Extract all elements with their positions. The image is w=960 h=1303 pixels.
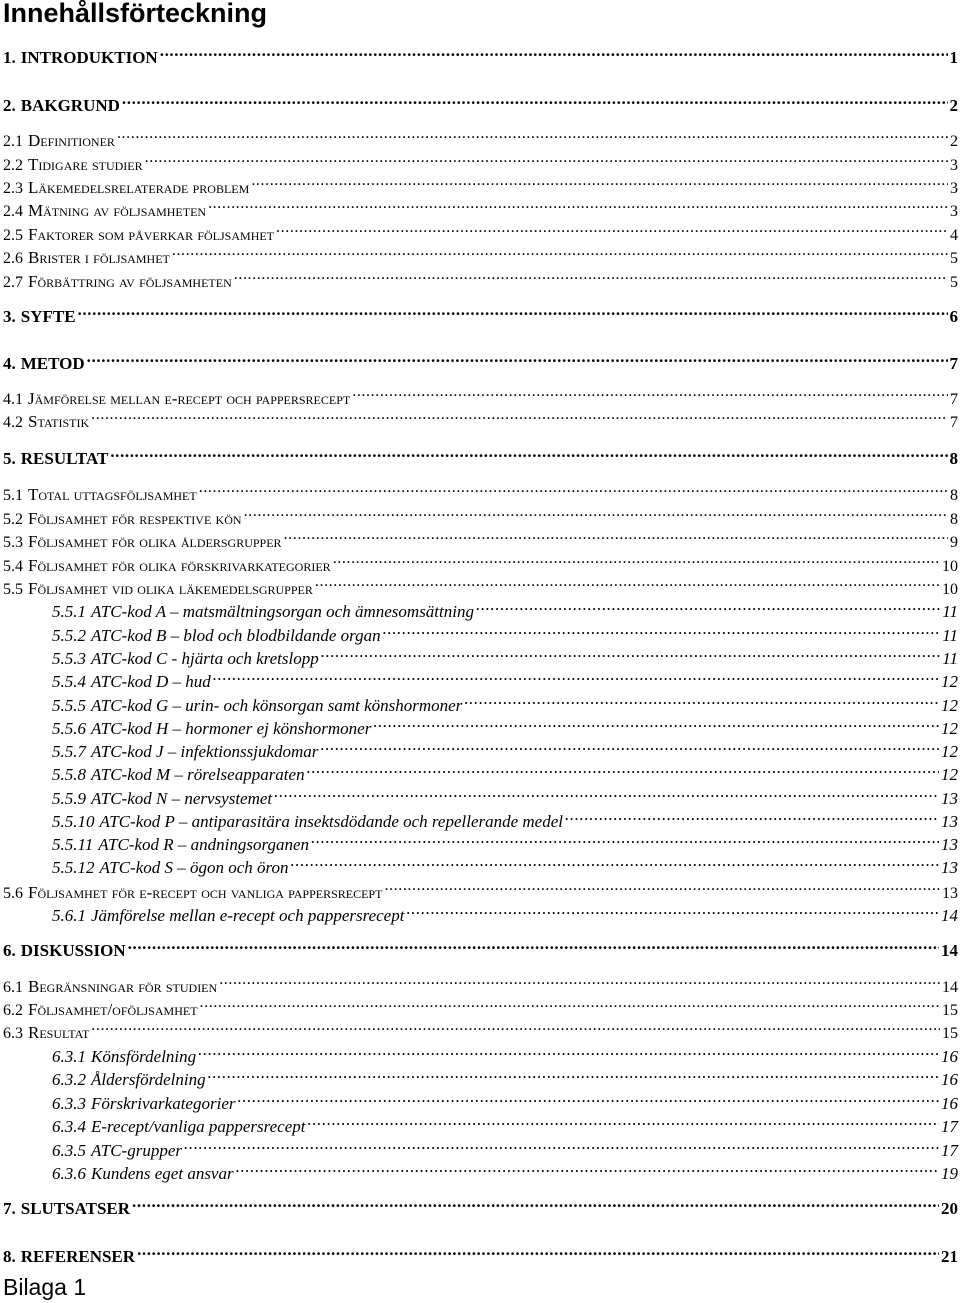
toc-entry[interactable] <box>3 382 958 408</box>
toc-entry-page: 16 <box>941 1047 958 1066</box>
toc-entry-page: 11 <box>942 602 958 621</box>
dot-leader <box>132 1192 939 1214</box>
toc-entry-title: REFERENSER <box>20 1247 136 1266</box>
toc-entry-number: 1. <box>3 48 16 67</box>
toc-entry-number: 2.4 <box>3 203 23 220</box>
toc-entry-page: 12 <box>941 672 958 691</box>
toc-entry-title: Brister i följsamhet <box>28 248 170 267</box>
toc-entry-page: 12 <box>941 696 958 715</box>
dot-leader <box>208 194 948 216</box>
toc-entry-title: Definitioner <box>28 131 115 150</box>
toc-entry-page: 19 <box>941 1164 958 1183</box>
toc-entry-page: 12 <box>941 765 958 784</box>
toc-entry-title: Jämförelse mellan e-recept och pappersrecept <box>91 906 405 925</box>
dot-leader <box>208 1063 939 1085</box>
toc-entry-number: 2.2 <box>3 157 23 174</box>
toc-entry[interactable] <box>3 265 958 291</box>
toc-entry-title: ATC-kod H – hormoner ej könshormoner <box>91 719 372 738</box>
dot-leader <box>91 405 948 427</box>
toc-entry-title: Mätning av följsamheten <box>28 201 207 220</box>
dot-leader <box>251 171 948 193</box>
toc-entry[interactable] <box>3 549 958 575</box>
toc-entry-page: 1 <box>949 48 958 67</box>
toc-entry-number: 5.5.1 <box>52 602 86 621</box>
toc-entry[interactable] <box>52 1063 958 1089</box>
toc-entry-number: 5.1 <box>3 487 23 504</box>
toc-entry[interactable] <box>3 347 958 373</box>
toc-entry-page: 16 <box>941 1094 958 1113</box>
dot-leader <box>373 712 939 734</box>
toc-entry-title: ATC-kod P – antiparasitära insektsdödande och repellerande medel <box>99 812 563 831</box>
toc-entry-page: 14 <box>942 979 958 996</box>
toc-entry[interactable] <box>3 405 958 431</box>
toc-entry-number: 6.3.1 <box>52 1047 86 1066</box>
dot-leader <box>284 525 948 547</box>
toc-entry-page: 12 <box>941 719 958 738</box>
toc-entry-title: INTRODUKTION <box>20 48 158 67</box>
toc-entry-number: 2.6 <box>3 250 23 267</box>
toc-entry-page: 12 <box>941 742 958 761</box>
toc-entry[interactable] <box>3 934 958 960</box>
toc-entry[interactable] <box>3 300 958 326</box>
toc-entry[interactable] <box>52 1157 958 1183</box>
toc-entry-number: 4.1 <box>3 391 23 408</box>
toc-entry-number: 5.6.1 <box>52 906 86 925</box>
toc-entry-title: SYFTE <box>20 307 76 326</box>
toc-entry[interactable] <box>52 1110 958 1136</box>
toc-entry-title: Jämförelse mellan e-recept och pappersrecept <box>28 389 351 408</box>
toc-entry-number: 7. <box>3 1199 16 1218</box>
toc-entry-number: 5.3 <box>3 534 23 551</box>
toc-entry-title: Faktorer som påverkar följsamhet <box>28 225 275 244</box>
toc-entry-page: 17 <box>941 1117 958 1136</box>
toc-entry-page: 13 <box>942 885 958 902</box>
toc-entry[interactable] <box>3 171 958 197</box>
toc-entry-title: ATC-grupper <box>91 1141 182 1160</box>
toc-entry-page: 10 <box>942 581 958 598</box>
toc-entry-page: 7 <box>950 414 958 431</box>
toc-entry-number: 4. <box>3 354 16 373</box>
toc-entry-title: Tidigare studier <box>28 155 143 174</box>
toc-entry-title: Följsamhet för olika förskrivarkategorier <box>28 556 331 575</box>
toc-entry-page: 2 <box>950 133 958 150</box>
dot-leader <box>110 442 947 464</box>
toc-entry[interactable] <box>3 148 958 174</box>
toc-entry-number: 6.3 <box>3 1025 23 1042</box>
toc-entry[interactable] <box>3 572 958 598</box>
dot-leader <box>91 1016 940 1038</box>
toc-entry-title: Förskrivarkategorier <box>91 1094 236 1113</box>
page-title: Innehållsförteckning <box>3 0 268 28</box>
dot-leader <box>236 1157 939 1179</box>
toc-entry-number: 5.5.8 <box>52 765 86 784</box>
toc-entry-page: 13 <box>941 858 958 877</box>
toc-entry[interactable] <box>3 525 958 551</box>
toc-entry-page: 6 <box>949 307 958 326</box>
toc-entry[interactable] <box>3 970 958 996</box>
dot-leader <box>137 1240 939 1262</box>
dot-leader <box>274 782 939 804</box>
toc-entry[interactable] <box>52 1040 958 1066</box>
toc-entry-page: 4 <box>950 227 958 244</box>
toc-entry-page: 8 <box>949 449 958 468</box>
toc-entry-page: 14 <box>941 941 958 960</box>
toc-entry-title: ATC-kod M – rörelseapparaten <box>91 765 305 784</box>
toc-entry[interactable] <box>52 851 958 877</box>
toc-entry[interactable] <box>3 993 958 1019</box>
toc-entry[interactable] <box>52 1134 958 1160</box>
toc-entry-page: 13 <box>941 812 958 831</box>
toc-entry-title: Kundens eget ansvar <box>91 1164 234 1183</box>
dot-leader <box>78 300 948 322</box>
toc-entry-title: Följsamhet för e-recept och vanliga pappersrecept <box>28 883 383 902</box>
toc-entry-title: Följsamhet vid olika läkemedelsgrupper <box>28 579 313 598</box>
toc-entry-number: 6.3.6 <box>52 1164 86 1183</box>
dot-leader <box>464 689 939 711</box>
toc-entry-page: 8 <box>950 487 958 504</box>
dot-leader <box>172 241 948 263</box>
dot-leader <box>276 218 948 240</box>
toc-entry-page: 11 <box>942 626 958 645</box>
toc-entry-number: 4.2 <box>3 414 23 431</box>
toc-entry[interactable] <box>52 712 958 738</box>
toc-entry[interactable] <box>3 502 958 528</box>
toc-entry[interactable] <box>52 642 958 668</box>
dot-leader <box>311 828 939 850</box>
toc-entry-page: 7 <box>949 354 958 373</box>
dot-leader <box>321 642 941 664</box>
toc-entry-number: 6.1 <box>3 979 23 996</box>
toc-entry-page: 11 <box>942 649 958 668</box>
dot-leader <box>244 502 948 524</box>
dot-leader <box>213 665 939 687</box>
toc-entry[interactable] <box>3 124 958 150</box>
toc-entry[interactable] <box>52 782 958 808</box>
toc-entry-number: 6. <box>3 941 16 960</box>
dot-leader <box>160 41 948 63</box>
toc-entry-number: 5.5.3 <box>52 649 86 668</box>
toc-entry[interactable] <box>52 1087 958 1113</box>
toc-entry-title: Åldersfördelning <box>91 1070 206 1089</box>
toc-entry[interactable] <box>3 194 958 220</box>
toc-entry-title: Följsamhet för respektive kön <box>28 509 242 528</box>
toc-entry-title: ATC-kod G – urin- och könsorgan samt könshormoner <box>91 696 463 715</box>
toc-entry-page: 13 <box>941 789 958 808</box>
toc-entry[interactable] <box>52 619 958 645</box>
dot-leader <box>307 758 939 780</box>
toc-entry-number: 5.5 <box>3 581 23 598</box>
toc-entry-title: Förbättring av följsamheten <box>28 272 232 291</box>
toc-entry-page: 13 <box>941 835 958 854</box>
toc-entry-number: 5.2 <box>3 511 23 528</box>
toc-entry-number: 6.3.4 <box>52 1117 86 1136</box>
dot-leader <box>122 89 948 111</box>
dot-leader <box>117 124 948 146</box>
dot-leader <box>384 876 940 898</box>
toc-entry[interactable] <box>3 241 958 267</box>
toc-entry[interactable] <box>52 735 958 761</box>
toc-entry-title: BAKGRUND <box>20 96 120 115</box>
toc-entry-page: 16 <box>941 1070 958 1089</box>
dot-leader <box>320 735 939 757</box>
dot-leader <box>198 1040 939 1062</box>
dot-leader <box>406 899 939 921</box>
toc-entry-number: 2.7 <box>3 274 23 291</box>
toc-entry[interactable] <box>3 218 958 244</box>
dot-leader <box>145 148 948 170</box>
toc-entry-page: 20 <box>941 1199 958 1218</box>
dot-leader <box>200 993 940 1015</box>
toc-entry-number: 5.6 <box>3 885 23 902</box>
toc-entry-page: 3 <box>950 203 958 220</box>
toc-entry-number: 6.3.5 <box>52 1141 86 1160</box>
dot-leader <box>234 265 948 287</box>
toc-entry[interactable] <box>52 595 958 621</box>
toc-entry-number: 6.2 <box>3 1002 23 1019</box>
toc-entry-title: Begränsningar för studien <box>28 977 218 996</box>
toc-entry-page: 9 <box>950 534 958 551</box>
toc-entry-title: Följsamhet/oföljsamhet <box>28 1000 198 1019</box>
dot-leader <box>291 851 939 873</box>
dot-leader <box>315 572 940 594</box>
toc-entry-number: 5.5.5 <box>52 696 86 715</box>
toc-entry[interactable] <box>3 876 958 902</box>
toc-entry-number: 5.5.12 <box>52 858 95 877</box>
toc-entry-number: 5.5.11 <box>52 835 94 854</box>
toc-entry[interactable] <box>52 665 958 691</box>
toc-entry-page: 8 <box>950 511 958 528</box>
toc-entry-page: 10 <box>942 558 958 575</box>
dot-leader <box>333 549 940 571</box>
toc-entry-title: ATC-kod A – matsmältningsorgan och ämnesomsättning <box>91 602 474 621</box>
toc-entry-title: E-recept/vanliga pappersrecept <box>91 1117 306 1136</box>
toc-entry[interactable] <box>3 1192 958 1218</box>
toc-entry-number: 6.3.3 <box>52 1094 86 1113</box>
toc-entry-page: 14 <box>941 906 958 925</box>
toc-entry[interactable] <box>3 1016 958 1042</box>
appendix-label: Bilaga 1 <box>3 1274 87 1300</box>
toc-entry[interactable] <box>52 805 958 831</box>
dot-leader <box>87 347 948 369</box>
dot-leader <box>383 619 941 641</box>
toc-entry-page: 3 <box>950 180 958 197</box>
toc-entry-page: 17 <box>941 1141 958 1160</box>
toc-entry-number: 2.1 <box>3 133 23 150</box>
dot-leader <box>219 970 940 992</box>
toc-entry[interactable] <box>3 41 958 67</box>
toc-entry-number: 5.5.9 <box>52 789 86 808</box>
toc-entry-title: ATC-kod R – andningsorganen <box>98 835 310 854</box>
dot-leader <box>128 934 939 956</box>
toc-entry-title: SLUTSATSER <box>20 1199 131 1218</box>
toc-entry-title: ATC-kod S – ögon och öron <box>99 858 289 877</box>
toc-entry-number: 5.4 <box>3 558 23 575</box>
toc-entry-number: 5.5.10 <box>52 812 95 831</box>
toc-entry-page: 7 <box>950 391 958 408</box>
toc-entry-title: Könsfördelning <box>91 1047 197 1066</box>
toc-entry-title: ATC-kod N – nervsystemet <box>91 789 273 808</box>
toc-entry-title: ATC-kod D – hud <box>91 672 211 691</box>
toc-entry[interactable] <box>52 758 958 784</box>
dot-leader <box>237 1087 939 1109</box>
toc-entry-title: Statistik <box>28 412 90 431</box>
toc-entry-title: Resultat <box>28 1023 90 1042</box>
toc-entry-title: ATC-kod J – infektionssjukdomar <box>91 742 319 761</box>
toc-entry-title: RESULTAT <box>20 449 109 468</box>
toc-entry-title: ATC-kod C - hjärta och kretslopp <box>91 649 319 668</box>
toc-entry[interactable] <box>52 899 958 925</box>
toc-entry-number: 2.3 <box>3 180 23 197</box>
toc-entry-number: 2. <box>3 96 16 115</box>
toc-entry-title: DISKUSSION <box>20 941 126 960</box>
toc-entry-title: ATC-kod B – blod och blodbildande organ <box>91 626 381 645</box>
dot-leader <box>184 1134 939 1156</box>
toc-entry[interactable] <box>3 442 958 468</box>
toc-entry-page: 5 <box>950 250 958 267</box>
toc-entry-number: 6.3.2 <box>52 1070 86 1089</box>
toc-entry-page: 2 <box>949 96 958 115</box>
toc-entry-title: Följsamhet för olika åldersgrupper <box>28 532 282 551</box>
toc-entry[interactable] <box>3 1240 958 1266</box>
toc-entry-page: 5 <box>950 274 958 291</box>
toc-entry-number: 2.5 <box>3 227 23 244</box>
dot-leader <box>199 478 948 500</box>
dot-leader <box>565 805 939 827</box>
toc-entry-title: Läkemedelsrelaterade problem <box>28 178 250 197</box>
toc-entry-number: 8. <box>3 1247 16 1266</box>
toc-entry-page: 21 <box>941 1247 958 1266</box>
toc-entry-number: 3. <box>3 307 16 326</box>
toc-entry-title: METOD <box>20 354 85 373</box>
dot-leader <box>476 595 940 617</box>
toc-entry-page: 15 <box>942 1025 958 1042</box>
dot-leader <box>307 1110 939 1132</box>
dot-leader <box>352 382 948 404</box>
toc-entry-page: 3 <box>950 157 958 174</box>
toc-entry-number: 5. <box>3 449 16 468</box>
toc-entry-number: 5.5.4 <box>52 672 86 691</box>
toc-entry-number: 5.5.7 <box>52 742 86 761</box>
toc-entry[interactable] <box>52 689 958 715</box>
toc-entry[interactable] <box>52 828 958 854</box>
toc-entry[interactable] <box>3 89 958 115</box>
toc-entry-number: 5.5.2 <box>52 626 86 645</box>
toc-entry-title: Total uttagsföljsamhet <box>28 485 197 504</box>
toc-entry-number: 5.5.6 <box>52 719 86 738</box>
toc-entry-page: 15 <box>942 1002 958 1019</box>
toc-entry[interactable] <box>3 478 958 504</box>
